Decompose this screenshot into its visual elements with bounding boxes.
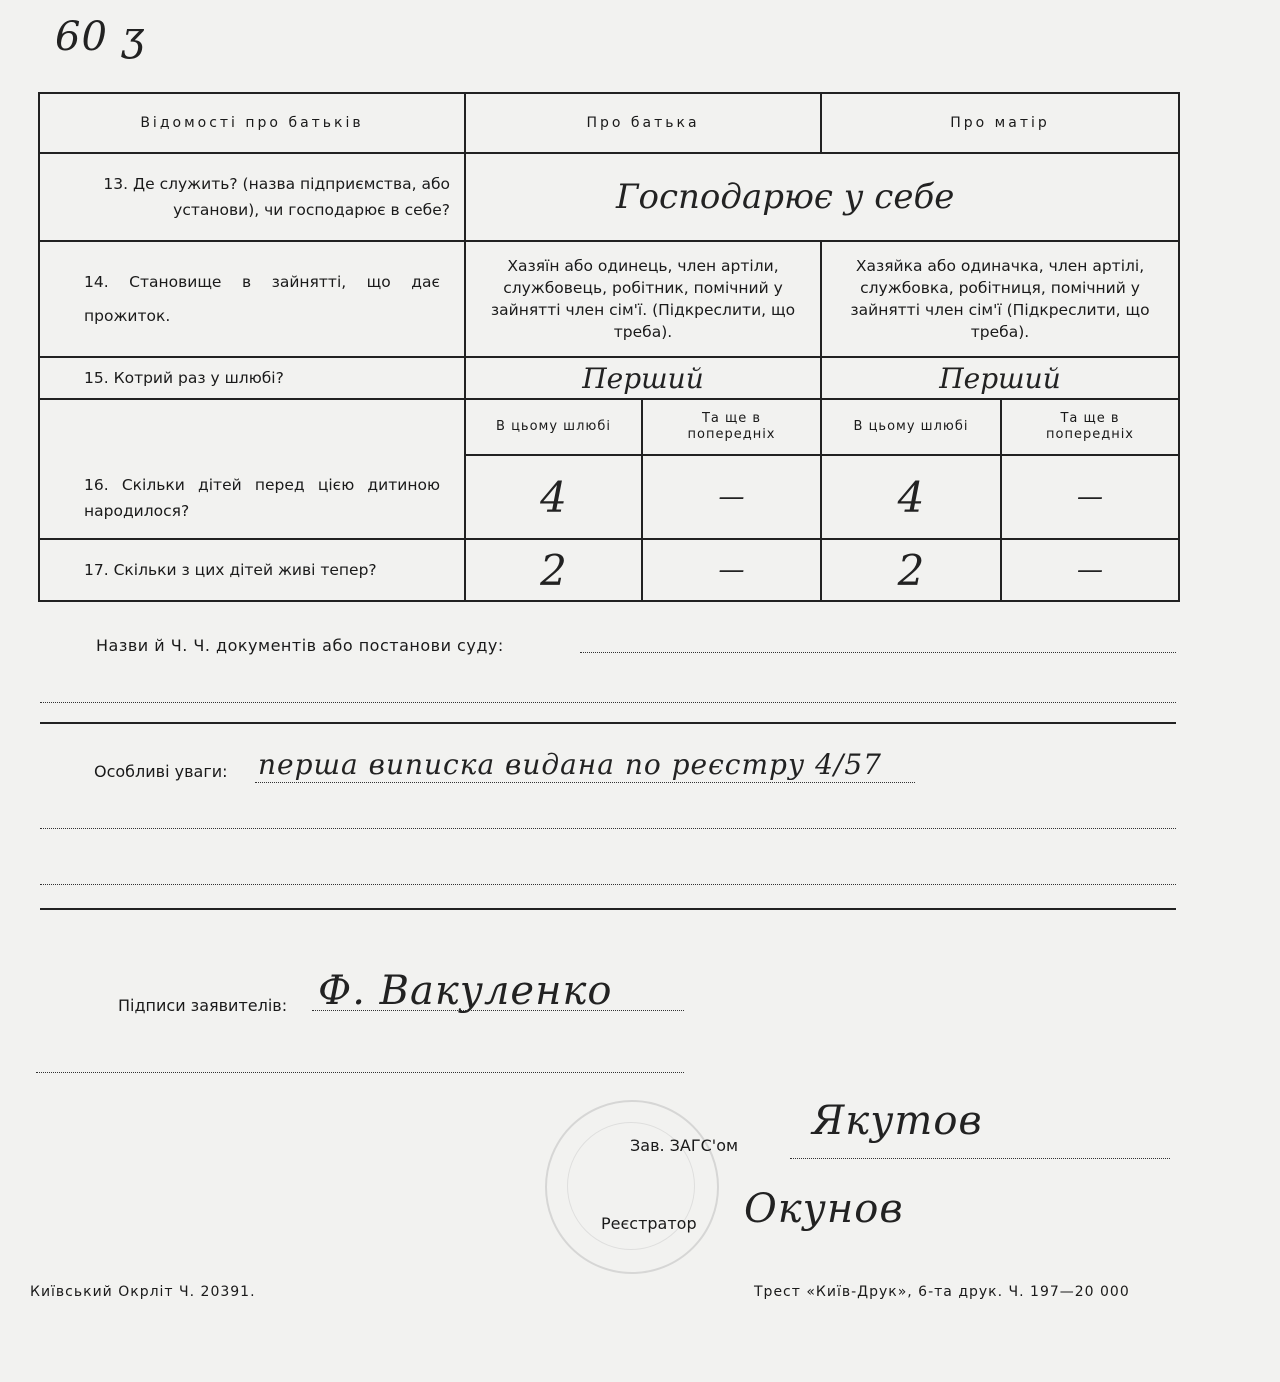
head-dotted-line — [790, 1158, 1170, 1159]
mother-occupation-options: Хазяйка або одиначка, член артілі, службовка, робітниця, помічний у зайнятті член сім'ї (Підкреслити, що треба). — [821, 241, 1179, 357]
value-16-2: — — [718, 482, 745, 512]
signature-dotted-line-2 — [36, 1072, 684, 1073]
question-13-text: 13. Де служить? (назва підприємства, або установи), чи господарює в себе? — [103, 175, 450, 219]
documents-dotted-line-1 — [580, 652, 1176, 653]
footer-left: Київський Окрліт Ч. 20391. — [30, 1284, 256, 1300]
value-17-4: — — [1077, 555, 1103, 585]
subheader-mother-previous: Та ще в попередніх — [1001, 399, 1179, 455]
subheader-father-previous: Та ще в попередніх — [642, 399, 821, 455]
question-13 — [39, 153, 465, 241]
notes-handwriting: перша виписка видана по реєстру 4/57 — [258, 748, 882, 781]
children-alive-father-current — [465, 539, 642, 601]
answer-13-handwriting: Господарює у себе — [616, 177, 955, 217]
answer-15-father — [465, 357, 821, 399]
children-alive-mother-previous — [1001, 539, 1179, 601]
notes-label: Особливі уваги: — [94, 762, 228, 781]
signatures-label: Підписи заявителів: — [118, 996, 288, 1015]
applicant-signature: Ф. Вакуленко — [318, 968, 613, 1014]
answer-15-mother — [821, 357, 1179, 399]
children-born-father-previous — [642, 455, 821, 539]
documents-dotted-line-2 — [40, 702, 1176, 703]
question-16 — [39, 399, 465, 539]
parents-info-table — [38, 92, 1180, 602]
question-15 — [39, 357, 465, 399]
father-marriage-count: Перший — [582, 361, 704, 395]
notes-rule — [40, 908, 1176, 910]
footer-right: Трест «Київ-Друк», 6-та друк. Ч. 197—20 000 — [754, 1284, 1130, 1300]
children-born-mother-current — [821, 455, 1001, 539]
notes-dotted-line-3 — [40, 884, 1176, 885]
head-label: Зав. ЗАГС'ом — [630, 1136, 739, 1155]
mother-marriage-count: Перший — [939, 361, 1061, 395]
question-14 — [39, 241, 465, 357]
children-born-mother-previous — [1001, 455, 1179, 539]
notes-dotted-line-2 — [40, 828, 1176, 829]
children-alive-mother-current — [821, 539, 1001, 601]
value-16-1: 4 — [540, 472, 567, 522]
children-born-father-current — [465, 455, 642, 539]
children-alive-father-previous — [642, 539, 821, 601]
father-occupation-options: Хазяїн або одинець, член артіли, службовець, робітник, помічний у зайнятті член сім'ї. (Підкреслити, що треба). — [465, 241, 821, 357]
subheader-mother-current: В цьому шлюбі — [821, 399, 1001, 455]
signature-dotted-line-1 — [312, 1010, 684, 1011]
office-stamp — [545, 1100, 719, 1274]
documents-label: Назви й Ч. Ч. документів або постанови суду: — [96, 636, 504, 655]
registrar-signature: Окунов — [744, 1186, 904, 1232]
question-14-text: 14. Становище в зайнятті, що дає прожиток. — [84, 273, 440, 325]
value-17-3: 2 — [897, 545, 925, 595]
notes-dotted-line-1 — [255, 782, 915, 783]
documents-rule — [40, 722, 1176, 724]
head-signature: Якутов — [812, 1098, 983, 1144]
value-16-4: — — [1077, 482, 1103, 512]
question-17-text: 17. Скільки з цих дітей живі тепер? — [84, 561, 377, 579]
question-15-text: 15. Котрий раз у шлюбі? — [84, 369, 284, 387]
question-16-text: 16. Скільки дітей перед цією дитиною народилося? — [84, 476, 440, 520]
value-16-3: 4 — [897, 472, 925, 522]
page-number: 60 ʒ — [55, 14, 146, 60]
header-father: Про батька — [465, 93, 821, 153]
header-mother: Про матір — [821, 93, 1179, 153]
question-17 — [39, 539, 465, 601]
header-info: Відомості про батьків — [39, 93, 465, 153]
subheader-father-current: В цьому шлюбі — [465, 399, 642, 455]
registrar-label: Реєстратор — [601, 1214, 697, 1233]
answer-13 — [465, 153, 1179, 241]
value-17-1: 2 — [540, 545, 567, 595]
value-17-2: — — [718, 555, 745, 585]
